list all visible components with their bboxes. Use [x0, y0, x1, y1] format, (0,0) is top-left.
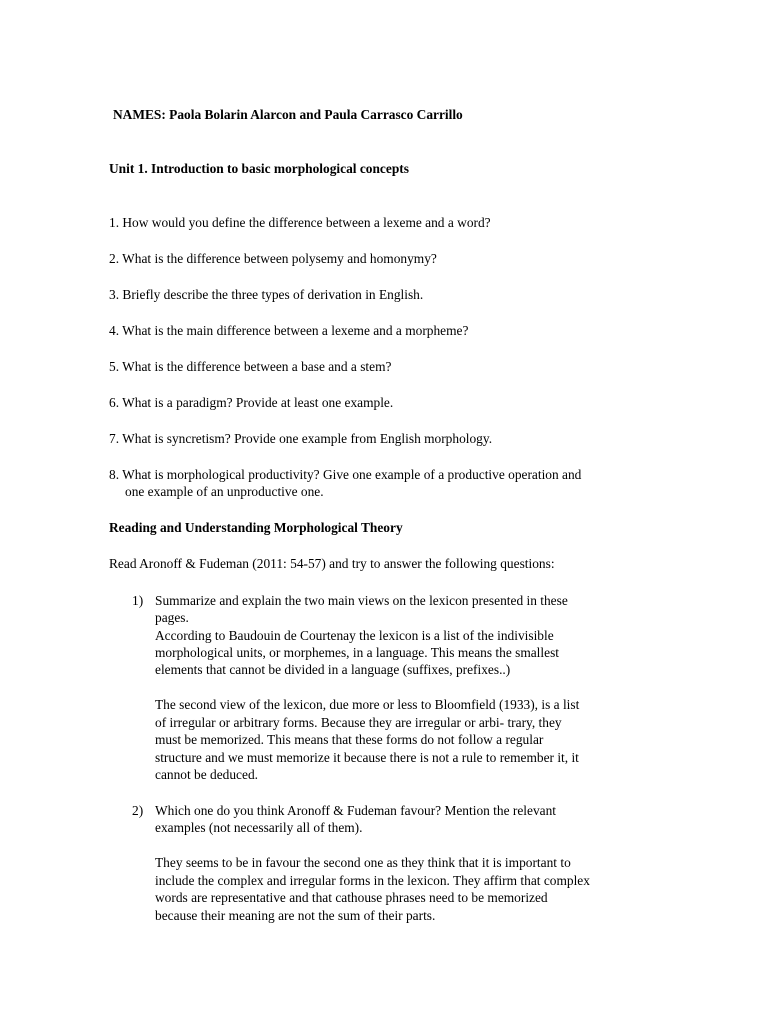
- reading-section-title: Reading and Understanding Morphological Theory: [109, 520, 403, 535]
- question-2: 2. What is the difference between polysemy and homonymy?: [109, 251, 437, 266]
- item-2-question: examples (not necessarily all of them).: [155, 820, 363, 835]
- item-2-answer-line: words are representative and that cathouse phrases need to be memorized: [155, 890, 548, 905]
- question-7: 7. What is syncretism? Provide one example from English morphology.: [109, 431, 493, 446]
- unit-title: Unit 1. Introduction to basic morphological concepts: [109, 161, 409, 176]
- question-6: 6. What is a paradigm? Provide at least one example.: [109, 395, 394, 410]
- item-1-number: 1): [132, 593, 144, 608]
- item-1-question: pages.: [155, 610, 189, 625]
- reading-instruction: Read Aronoff & Fudeman (2011: 54-57) and try to answer the following questions:: [109, 556, 555, 571]
- item-1-answer2-line: must be memorized. This means that these forms do not follow a regular: [155, 732, 544, 747]
- item-2-answer-line: include the complex and irregular forms in the lexicon. They affirm that complex: [155, 873, 590, 888]
- item-1-answer2-line: The second view of the lexicon, due more or less to Bloomfield (1933), is a list: [155, 697, 580, 712]
- item-2-answer-line: because their meaning are not the sum of their parts.: [155, 908, 436, 923]
- item-2-number: 2): [132, 803, 144, 818]
- question-8: 8. What is morphological productivity? Give one example of a productive operation and: [109, 467, 582, 482]
- item-1-answer2-line: of irregular or arbitrary forms. Because they are irregular or arbi- trary, they: [155, 715, 562, 730]
- question-4: 4. What is the main difference between a lexeme and a morpheme?: [109, 323, 469, 338]
- item-1-answer2-line: structure and we must memorize it because there is not a rule to remember it, it: [155, 750, 579, 765]
- question-3: 3. Briefly describe the three types of derivation in English.: [109, 287, 424, 302]
- item-2-question: Which one do you think Aronoff & Fudeman favour? Mention the relevant: [155, 803, 557, 818]
- item-1-answer-line: morphological units, or morphemes, in a language. This means the smallest: [155, 645, 559, 660]
- item-1-answer2-line: cannot be deduced.: [155, 767, 258, 782]
- item-1-question: Summarize and explain the two main views on the lexicon presented in these: [155, 593, 568, 608]
- item-1-answer-line: According to Baudouin de Courtenay the lexicon is a list of the indivisible: [155, 628, 554, 643]
- question-5: 5. What is the difference between a base and a stem?: [109, 359, 392, 374]
- item-1-answer-line: elements that cannot be divided in a language (suffixes, prefixes..): [155, 662, 511, 677]
- question-8-continued: one example of an unproductive one.: [125, 484, 324, 499]
- question-1: 1. How would you define the difference between a lexeme and a word?: [109, 215, 491, 230]
- names-heading: NAMES: Paola Bolarin Alarcon and Paula Carrasco Carrillo: [113, 107, 463, 122]
- item-2-answer-line: They seems to be in favour the second one as they think that it is important to: [155, 855, 571, 870]
